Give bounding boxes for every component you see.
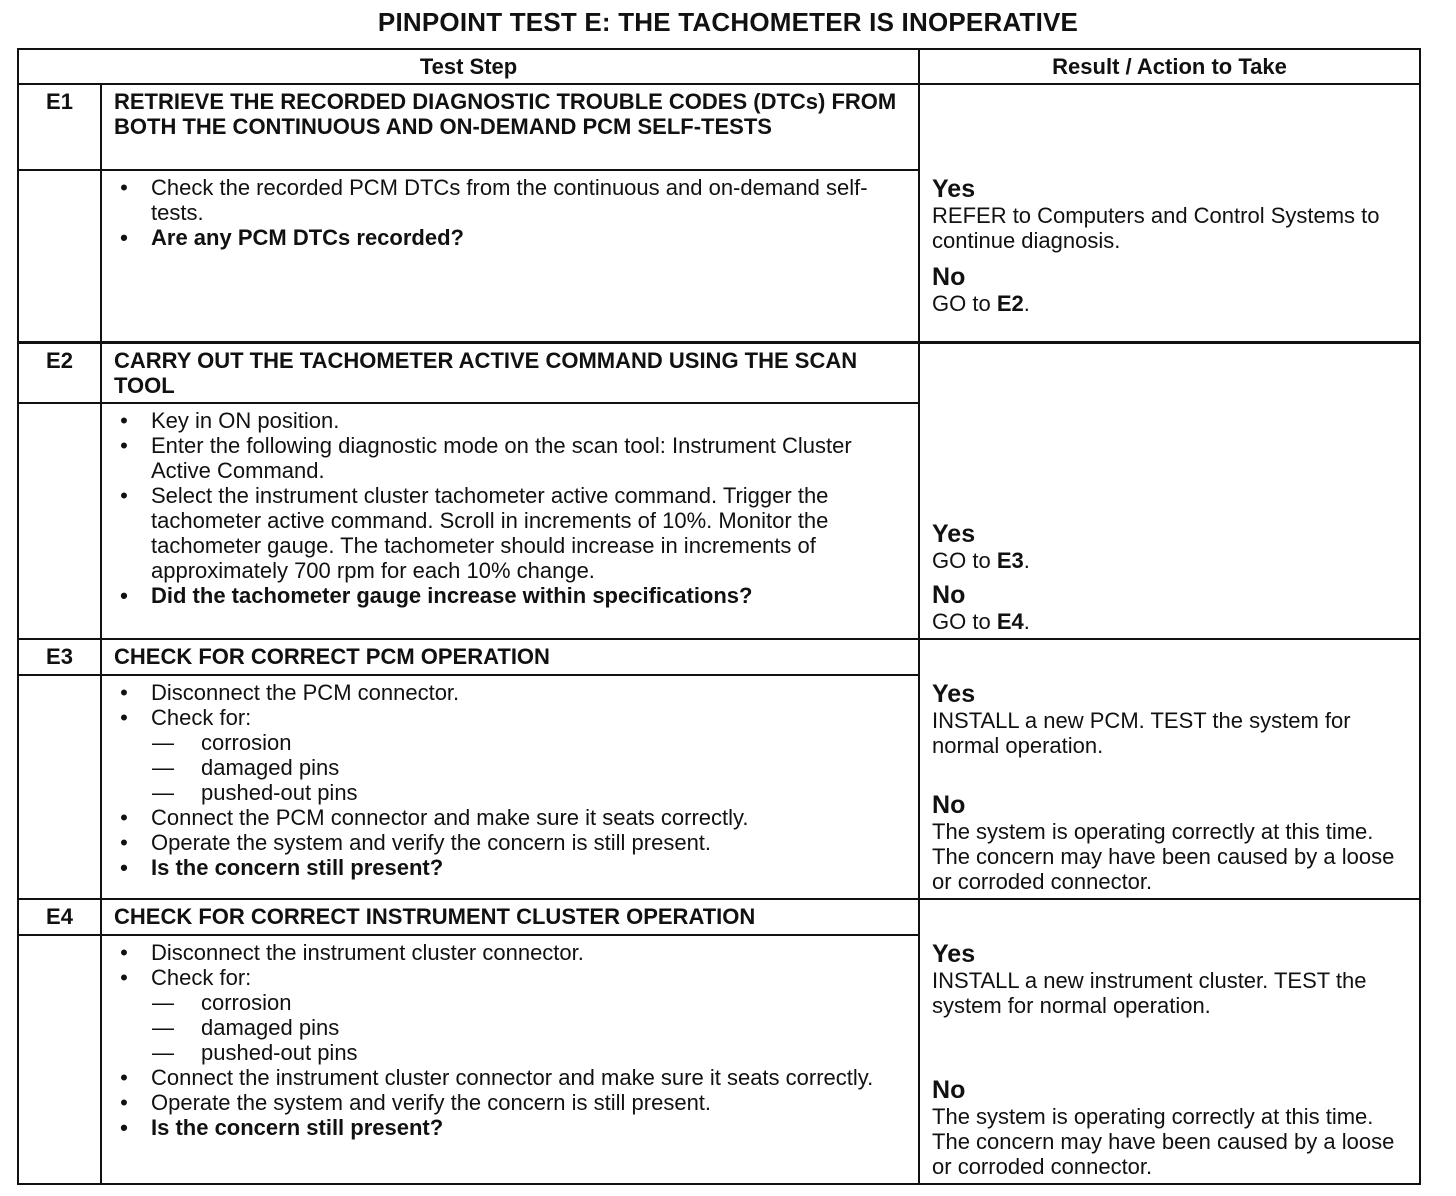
item-text: Connect the instrument cluster connector and make sure it seats correctly. bbox=[151, 1065, 874, 1091]
step-e2-yes-suffix: . bbox=[1023, 548, 1030, 573]
step-e2-yes-prefix: GO to bbox=[932, 548, 997, 573]
step-e1-no-label: No bbox=[932, 263, 966, 291]
step-e3-result bbox=[919, 639, 1420, 899]
item-text: Disconnect the PCM connector. bbox=[151, 680, 460, 706]
test-step-header: Test Step bbox=[18, 49, 919, 84]
step-e1-id-spacer bbox=[18, 170, 101, 342]
bullet-icon: • bbox=[120, 705, 128, 731]
item-text: Check for: bbox=[151, 705, 252, 731]
step-e2-yes-label: Yes bbox=[932, 520, 976, 548]
list-subitem bbox=[114, 780, 910, 805]
item-text: corrosion bbox=[201, 730, 292, 756]
step-e2-no-text bbox=[932, 609, 1411, 634]
bullet-icon: • bbox=[120, 175, 128, 200]
table-header-row bbox=[18, 49, 1420, 84]
list-subitem bbox=[114, 730, 910, 755]
list-item bbox=[114, 433, 898, 483]
list-item bbox=[114, 940, 910, 965]
item-text: damaged pins bbox=[201, 1015, 340, 1041]
list-item bbox=[114, 1065, 910, 1090]
item-text: pushed-out pins bbox=[201, 780, 358, 806]
bullet-icon: • bbox=[120, 830, 128, 856]
dash-icon: — bbox=[152, 1040, 174, 1066]
document-title: PINPOINT TEST E: THE TACHOMETER IS INOPERATIVE bbox=[377, 7, 1079, 37]
list-item bbox=[114, 408, 898, 433]
step-e3-title: CHECK FOR CORRECT PCM OPERATION bbox=[101, 639, 919, 675]
step-e4-no-text: The system is operating correctly at this time. The concern may have been caused by a loose or corroded connector. bbox=[932, 1104, 1395, 1179]
step-e4-id-spacer bbox=[18, 935, 101, 1184]
step-e3-yes-label: Yes bbox=[932, 680, 976, 708]
list-subitem bbox=[114, 755, 910, 780]
item-text: Disconnect the instrument cluster connector. bbox=[151, 940, 584, 966]
list-item bbox=[114, 1090, 910, 1115]
item-text: Key in ON position. bbox=[151, 408, 340, 433]
list-item bbox=[114, 483, 898, 583]
step-e1-yes-label: Yes bbox=[932, 175, 976, 203]
bullet-icon: • bbox=[120, 940, 128, 966]
step-e3-title-row bbox=[18, 639, 1420, 675]
step-e1-title: RETRIEVE THE RECORDED DIAGNOSTIC TROUBLE CODES (DTCs) FROM BOTH THE CONTINUOUS AND ON-DEMAND PCM SELF-TESTS bbox=[101, 84, 919, 170]
step-e2-id-spacer bbox=[18, 403, 101, 639]
bullet-icon: • bbox=[120, 965, 128, 991]
list-item bbox=[114, 680, 910, 705]
step-e1-no-text bbox=[932, 291, 1411, 316]
dash-icon: — bbox=[152, 780, 174, 806]
item-text: Check for: bbox=[151, 965, 252, 991]
step-e4-title-row bbox=[18, 899, 1420, 935]
bullet-icon: • bbox=[120, 1065, 128, 1091]
list-subitem bbox=[114, 1015, 910, 1040]
step-e2-id: E2 bbox=[18, 342, 101, 403]
step-e1-no-ref: E2 bbox=[996, 291, 1024, 316]
step-e3-no-text: The system is operating correctly at this time. The concern may have been caused by a loose or corroded connector. bbox=[932, 819, 1395, 894]
step-e2-title-row bbox=[18, 342, 1420, 403]
list-item bbox=[114, 965, 910, 990]
pinpoint-test-table bbox=[17, 48, 1421, 1185]
step-e1-id: E1 bbox=[18, 84, 101, 170]
step-e3-yes-text: INSTALL a new PCM. TEST the system for normal operation. bbox=[932, 708, 1351, 758]
list-subitem bbox=[114, 990, 910, 1015]
step-e2-no-prefix: GO to bbox=[932, 609, 997, 634]
step-e3-no-label: No bbox=[932, 791, 966, 819]
step-e4-id: E4 bbox=[18, 899, 101, 935]
item-text: Check the recorded PCM DTCs from the continuous and on-demand self-tests. bbox=[151, 175, 868, 225]
item-text: Did the tachometer gauge increase within specifications? bbox=[151, 583, 753, 608]
dash-icon: — bbox=[152, 1015, 174, 1041]
step-e3-id-spacer bbox=[18, 675, 101, 899]
list-item bbox=[114, 855, 910, 880]
item-text: damaged pins bbox=[201, 755, 340, 781]
item-text: Connect the PCM connector and make sure it seats correctly. bbox=[151, 805, 749, 831]
list-item bbox=[114, 805, 910, 830]
item-text: Operate the system and verify the concern is still present. bbox=[151, 1090, 712, 1116]
list-item bbox=[114, 225, 910, 250]
list-item bbox=[114, 1115, 910, 1140]
dash-icon: — bbox=[152, 990, 174, 1016]
bullet-icon: • bbox=[120, 483, 128, 508]
bullet-icon: • bbox=[120, 225, 128, 250]
list-item bbox=[114, 830, 910, 855]
list-subitem bbox=[114, 1040, 910, 1065]
bullet-icon: • bbox=[120, 805, 128, 831]
step-e4-result bbox=[919, 899, 1420, 1184]
list-item bbox=[114, 705, 910, 730]
step-e4-no-label: No bbox=[932, 1076, 966, 1104]
item-text: Are any PCM DTCs recorded? bbox=[151, 225, 464, 250]
bullet-icon: • bbox=[120, 855, 128, 881]
step-e1-body bbox=[101, 170, 919, 342]
step-e1-no-suffix: . bbox=[1023, 291, 1030, 316]
item-text: corrosion bbox=[201, 990, 292, 1016]
item-text: pushed-out pins bbox=[201, 1040, 358, 1066]
step-e2-yes-text bbox=[932, 548, 1411, 573]
bullet-icon: • bbox=[120, 1115, 128, 1141]
item-text: Operate the system and verify the concern is still present. bbox=[151, 830, 712, 856]
bullet-icon: • bbox=[120, 1090, 128, 1116]
step-e2-yes-ref: E3 bbox=[996, 548, 1024, 573]
bullet-icon: • bbox=[120, 408, 128, 433]
bullet-icon: • bbox=[120, 680, 128, 706]
dash-icon: — bbox=[152, 730, 174, 756]
item-text: Is the concern still present? bbox=[151, 855, 444, 881]
item-text: Enter the following diagnostic mode on the scan tool: Instrument Cluster Active Command. bbox=[151, 433, 857, 483]
step-e2-no-ref: E4 bbox=[996, 609, 1024, 634]
step-e2-result bbox=[919, 342, 1420, 639]
step-e1-title-row bbox=[18, 84, 1420, 170]
step-e1-result bbox=[919, 84, 1420, 342]
item-text: Is the concern still present? bbox=[151, 1115, 444, 1141]
bullet-icon: • bbox=[120, 433, 128, 458]
step-e4-title: CHECK FOR CORRECT INSTRUMENT CLUSTER OPERATION bbox=[101, 899, 919, 935]
step-e1-no-prefix: GO to bbox=[932, 291, 997, 316]
list-item bbox=[114, 175, 910, 225]
step-e4-yes-text: INSTALL a new instrument cluster. TEST the system for normal operation. bbox=[932, 968, 1367, 1018]
step-e4-body bbox=[101, 935, 919, 1184]
step-e2-title: CARRY OUT THE TACHOMETER ACTIVE COMMAND USING THE SCAN TOOL bbox=[101, 342, 919, 403]
step-e2-body bbox=[101, 403, 919, 639]
step-e3-body bbox=[101, 675, 919, 899]
step-e2-no-label: No bbox=[932, 581, 966, 609]
step-e1-yes-text: REFER to Computers and Control Systems to continue diagnosis. bbox=[932, 203, 1380, 253]
step-e4-yes-label: Yes bbox=[932, 940, 976, 968]
step-e2-no-suffix: . bbox=[1023, 609, 1030, 634]
item-text: Select the instrument cluster tachometer active command. Trigger the tachometer active command. Scroll in increments of 10%. Monitor the tachometer gauge. The tachometer should increase in increments of approximately 700 rpm for each 10% change. bbox=[151, 483, 835, 583]
result-header: Result / Action to Take bbox=[919, 49, 1420, 84]
dash-icon: — bbox=[152, 755, 174, 781]
step-e3-id: E3 bbox=[18, 639, 101, 675]
list-item bbox=[114, 583, 898, 608]
bullet-icon: • bbox=[120, 583, 128, 608]
